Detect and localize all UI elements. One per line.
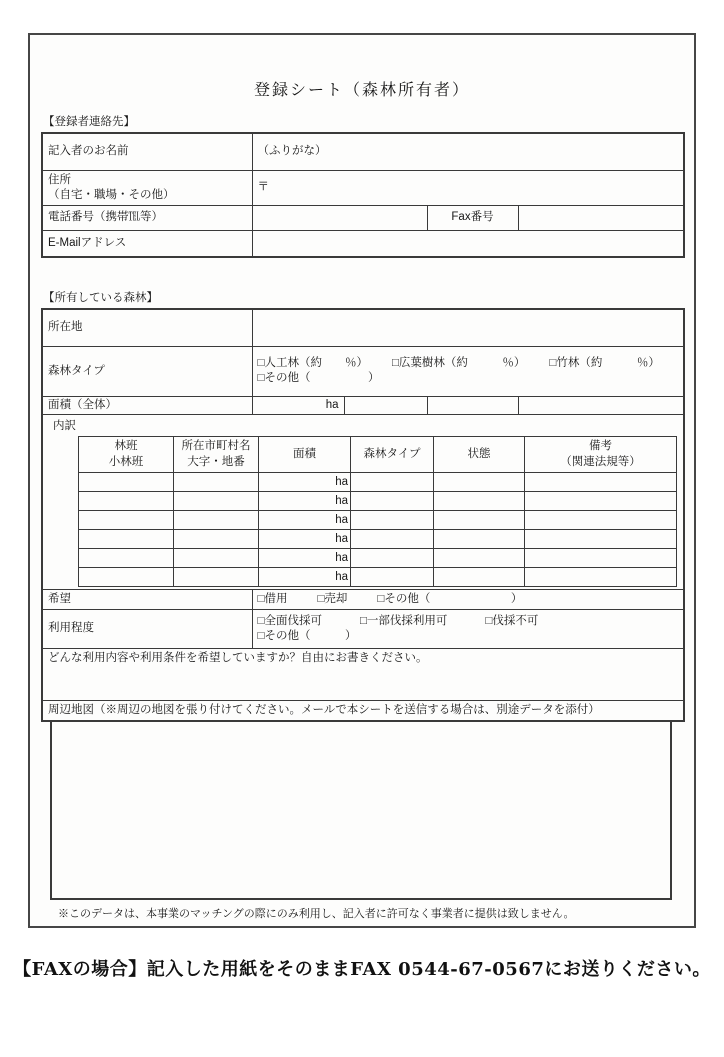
empty-cell bbox=[174, 529, 259, 548]
empty-cell bbox=[434, 567, 525, 586]
contact-section-heading: 【登録者連絡先】 bbox=[43, 116, 135, 128]
empty-cell bbox=[434, 529, 525, 548]
table-row bbox=[42, 609, 684, 648]
empty-cell bbox=[174, 567, 259, 586]
empty-cell bbox=[525, 472, 677, 491]
table-row bbox=[42, 133, 684, 170]
breakdown-row bbox=[79, 529, 677, 548]
area-unit-cell: ha bbox=[259, 548, 351, 567]
table-row bbox=[42, 396, 684, 414]
checkbox-broadleaf-forest: □広葉樹林（約 ％） bbox=[391, 357, 526, 369]
breakdown-table bbox=[78, 436, 677, 587]
table-row bbox=[42, 648, 684, 700]
usage-options bbox=[252, 609, 684, 648]
empty-cell bbox=[351, 529, 434, 548]
table-row bbox=[42, 309, 684, 346]
checkbox-planted-forest: □人工林（約 ％） bbox=[257, 357, 368, 369]
empty-cell bbox=[174, 472, 259, 491]
checkbox-type-other: □その他（ ） bbox=[257, 372, 380, 384]
empty-cell bbox=[79, 548, 174, 567]
scanned-form-page bbox=[28, 33, 696, 928]
empty-cell bbox=[434, 472, 525, 491]
empty-cell bbox=[525, 529, 677, 548]
empty-cell bbox=[79, 529, 174, 548]
breakdown-header-rinban: 林班 小林班 bbox=[79, 436, 174, 472]
empty-cell bbox=[518, 396, 684, 414]
table-row bbox=[42, 414, 684, 589]
table-row bbox=[42, 700, 684, 721]
empty-cell bbox=[174, 491, 259, 510]
empty-cell bbox=[525, 548, 677, 567]
phone-input-area bbox=[252, 205, 427, 230]
fax-input-area bbox=[518, 205, 684, 230]
breakdown-header-area: 面積 bbox=[259, 436, 351, 472]
address-input-area: 〒 bbox=[252, 170, 684, 205]
checkbox-no-logging: □伐採不可 bbox=[485, 614, 539, 627]
privacy-note: ※このデータは、本事業のマッチングの際にのみ利用し、記入者に許可なく事業者に提供は致しません。 bbox=[58, 907, 575, 920]
empty-cell bbox=[525, 567, 677, 586]
email-label: E-Mailアドレス bbox=[42, 230, 252, 257]
forest-type-label: 森林タイプ bbox=[42, 346, 252, 396]
breakdown-row bbox=[79, 510, 677, 529]
empty-cell bbox=[79, 510, 174, 529]
email-input-area bbox=[252, 230, 684, 257]
breakdown-header-municipality: 所在市町村名 大字・地番 bbox=[174, 436, 259, 472]
breakdown-row bbox=[79, 548, 677, 567]
area-unit-cell: ha bbox=[259, 529, 351, 548]
fax-label: Fax番号 bbox=[427, 205, 518, 230]
total-area-input-area: ha bbox=[252, 396, 344, 414]
checkbox-wish-other: □その他（ ） bbox=[377, 592, 523, 605]
checkbox-sell: □売却 bbox=[317, 592, 348, 605]
breakdown-row bbox=[79, 491, 677, 510]
breakdown-section bbox=[42, 414, 684, 589]
empty-cell bbox=[351, 510, 434, 529]
usage-label: 利用程度 bbox=[42, 609, 252, 648]
empty-cell bbox=[79, 567, 174, 586]
breakdown-header-type: 森林タイプ bbox=[351, 436, 434, 472]
phone-label: 電話番号（携帯℡等） bbox=[42, 205, 252, 230]
table-row bbox=[42, 346, 684, 396]
forest-type-options bbox=[252, 346, 684, 396]
empty-cell bbox=[351, 567, 434, 586]
empty-cell bbox=[351, 491, 434, 510]
empty-cell bbox=[434, 510, 525, 529]
empty-cell bbox=[434, 548, 525, 567]
table-row bbox=[42, 205, 684, 230]
map-attachment-box bbox=[50, 722, 672, 900]
empty-cell bbox=[174, 548, 259, 567]
total-area-label: 面積（全体） bbox=[42, 396, 252, 414]
forest-table bbox=[41, 308, 685, 722]
empty-cell bbox=[525, 491, 677, 510]
checkbox-partial-logging-ok: □一部伐採利用可 bbox=[359, 614, 448, 627]
breakdown-row bbox=[79, 567, 677, 586]
empty-cell bbox=[351, 472, 434, 491]
breakdown-header-row bbox=[79, 436, 677, 472]
table-row bbox=[42, 589, 684, 609]
empty-cell bbox=[344, 396, 427, 414]
table-row bbox=[42, 170, 684, 205]
checkbox-usage-other: □その他（ ） bbox=[257, 629, 357, 642]
empty-cell bbox=[79, 472, 174, 491]
free-text-area: どんな利用内容や利用条件を希望していますか？自由にお書きください。 bbox=[42, 648, 684, 700]
name-input-area: （ふりがな） bbox=[252, 133, 684, 170]
location-input-area bbox=[252, 309, 684, 346]
checkbox-bamboo-forest: □竹林（約 ％） bbox=[549, 357, 660, 369]
table-row bbox=[42, 230, 684, 257]
breakdown-header-status: 状態 bbox=[434, 436, 525, 472]
address-label: 住所 （自宅・職場・その他） bbox=[42, 170, 252, 205]
empty-cell bbox=[79, 491, 174, 510]
page-title: 登録シート（森林所有者） bbox=[253, 82, 470, 99]
forest-section-heading: 【所有している森林】 bbox=[43, 292, 158, 304]
map-label: 周辺地図（※周辺の地図を張り付けてください。メールで本シートを送信する場合は、別途データを添付） bbox=[42, 700, 684, 721]
empty-cell bbox=[351, 548, 434, 567]
empty-cell bbox=[525, 510, 677, 529]
area-unit-cell: ha bbox=[259, 510, 351, 529]
contact-table bbox=[41, 132, 685, 258]
wish-options bbox=[252, 589, 684, 609]
checkbox-full-logging-ok: □全面伐採可 bbox=[257, 614, 322, 627]
empty-cell bbox=[434, 491, 525, 510]
fax-instruction: 【FAXの場合】記入した用紙をそのままFAX 0544-67-0567にお送りください。 bbox=[13, 958, 711, 980]
area-unit-cell: ha bbox=[259, 567, 351, 586]
empty-cell bbox=[174, 510, 259, 529]
location-label: 所在地 bbox=[42, 309, 252, 346]
breakdown-row bbox=[79, 472, 677, 491]
area-unit-cell: ha bbox=[259, 491, 351, 510]
area-unit-cell: ha bbox=[259, 472, 351, 491]
checkbox-borrow: □借用 bbox=[257, 592, 288, 605]
empty-cell bbox=[427, 396, 518, 414]
breakdown-label: 内訳 bbox=[53, 419, 76, 432]
name-label: 記入者のお名前 bbox=[42, 133, 252, 170]
breakdown-header-remarks: 備考 （関連法規等） bbox=[525, 436, 677, 472]
wish-label: 希望 bbox=[42, 589, 252, 609]
